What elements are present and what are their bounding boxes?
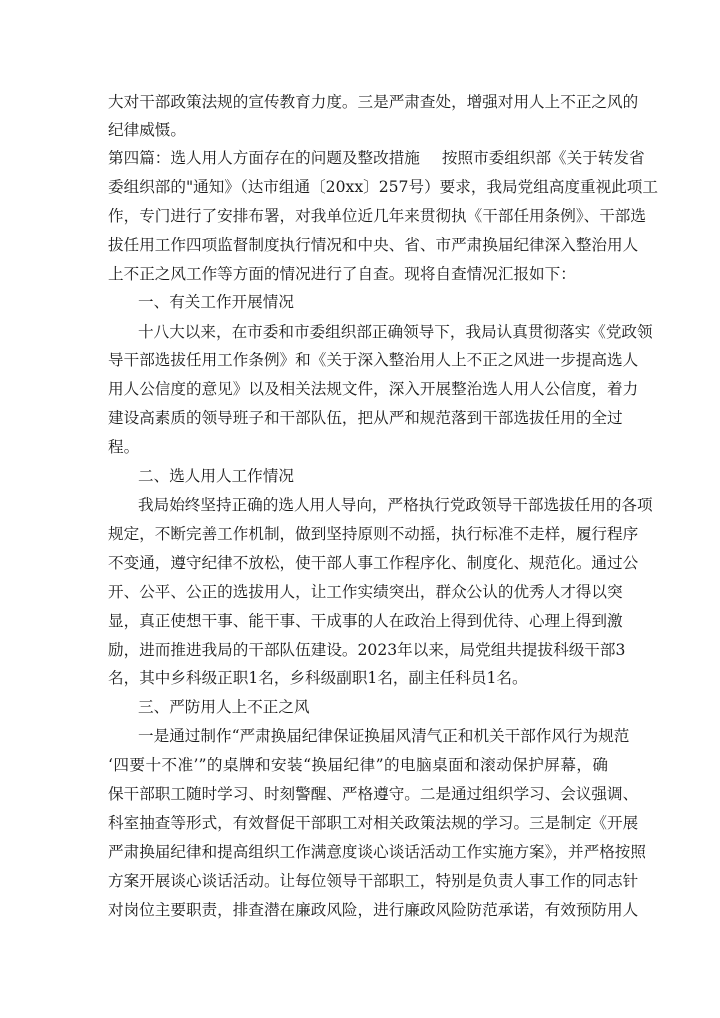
text-line: ‘四要十不准’”的桌牌和安装“换届纪律”的电脑桌面和滚动保护屏幕，确 [108,756,608,774]
text-line: 科室抽查等形式，有效督促干部职工对相关政策法规的学习。三是制定《开展 [108,814,639,832]
text-line: 用人公信度的意见》以及相关法规文件，深入开展整治选人用人公信度，着力 [108,380,639,398]
text-line: 十八大以来，在市委和市委组织部正确领导下，我局认真贯彻落实《党政领 [138,323,653,341]
text-line: 委组织部的"通知》（达市组通〔20xx〕257号）要求，我局党组高度重视此项工 [108,178,658,196]
subheading: 二、选人用人工作情况 [138,467,294,485]
text-line: 大对干部政策法规的宣传教育力度。三是严肃查处，增强对用人上不正之风的 [108,93,639,111]
text-span: 按照市委组织部《关于转发省 [441,149,645,167]
text-line: 导干部选拔任用工作条例》和《关于深入整治用人上不正之风进一步提高选人 [108,351,639,369]
text-line: 名，其中乡科级正职1名，乡科级副职1名，副主任科员1名。 [108,669,528,687]
text-line: 上不正之风工作等方面的情况进行了自查。现将自查情况汇报如下： [108,265,576,283]
text-line: 建设高素质的领导班子和干部队伍，把从严和规范落到干部选拔任用的全过 [108,409,623,427]
text-line: 不变通，遵守纪律不放松，使干部人事工作程序化、制度化、规范化。通过公 [108,554,639,572]
text-line: 规定，不断完善工作机制，做到坚持原则不动摇，执行标准不走样，履行程序 [108,525,639,543]
text-line: 保干部职工随时学习、时刻警醒、严格遵守。二是通过组织学习、会议强调、 [108,785,639,803]
text-line: 显，真正使想干事、能干事、干成事的人在政治上得到优待、心理上得到激 [108,612,623,630]
text-line: 对岗位主要职责，排查潜在廉政风险，进行廉政风险防范承诺，有效预防用人 [108,901,639,919]
text-line: 纪律威慑。 [108,121,186,139]
text-line: 励，进而推进我局的干部队伍建设。2023年以来，局党组共提拔科级干部3 [108,641,626,659]
subheading: 一、有关工作开展情况 [138,293,294,311]
text-line: 开、公平、公正的选拔用人，让工作实绩突出，群众公认的优秀人才得以突 [108,583,623,601]
subheading: 三、严防用人上不正之风 [138,698,310,716]
text-line: 一是通过制作“严肃换届纪律保证换届风清气正和机关干部作风行为规范 [138,727,630,745]
text-line: 方案开展谈心谈话活动。让每位领导干部职工，特别是负责人事工作的同志针 [108,872,639,890]
section-title: 第四篇：选人用人方面存在的问题及整改措施 [108,149,420,167]
text-line: 拔任用工作四项监督制度执行情况和中央、省、市严肃换届纪律深入整治用人 [108,236,639,254]
text-line: 作，专门进行了安排布署，对我单位近几年来贯彻执《干部任用条例》、干部选 [108,207,646,225]
text-line: 我局始终坚持正确的选人用人导向，严格执行党政领导干部选拔任用的各项 [138,496,653,514]
text-line: 严肃换届纪律和提高组织工作满意度谈心谈话活动工作实施方案》，并严格按照 [108,843,646,861]
section-heading-line [108,148,645,168]
text-line: 程。 [108,438,140,456]
